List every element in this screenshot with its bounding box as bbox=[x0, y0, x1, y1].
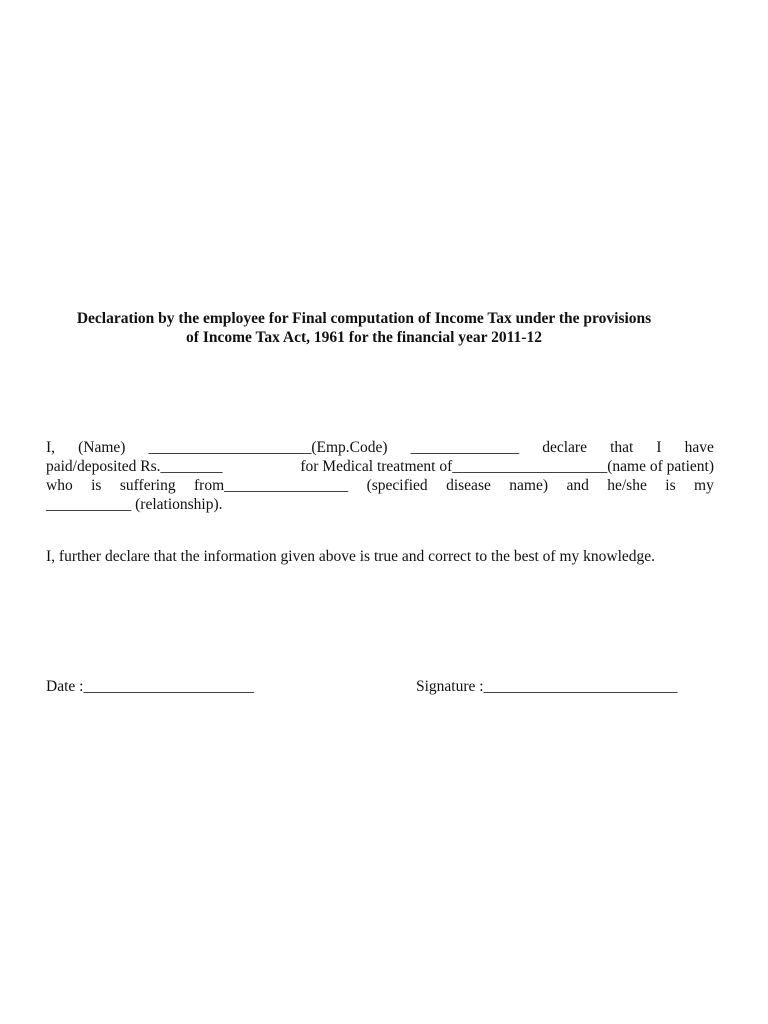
word: who bbox=[46, 477, 73, 494]
word: (Name) bbox=[78, 439, 126, 456]
declaration-line-3 bbox=[46, 476, 714, 495]
patient-blank: for Medical treatment of____________________(name of patient) bbox=[300, 458, 714, 475]
word: is bbox=[665, 477, 676, 494]
declaration-paragraph bbox=[46, 438, 714, 514]
word: he/she bbox=[607, 477, 647, 494]
further-declaration: I, further declare that the information given above is true and correct to the best of my knowledge. bbox=[46, 548, 656, 565]
document-title bbox=[30, 309, 698, 347]
disease-blank: from________________ bbox=[194, 477, 349, 494]
word: name) bbox=[509, 477, 549, 494]
declaration-line-1 bbox=[46, 438, 714, 457]
word: declare bbox=[542, 439, 587, 456]
title-line-1: Declaration by the employee for Final computation of Income Tax under the provisions bbox=[76, 310, 652, 327]
word: disease bbox=[446, 477, 491, 494]
relationship-blank: ___________ (relationship). bbox=[46, 496, 223, 513]
word: is bbox=[91, 477, 102, 494]
word: that bbox=[610, 439, 634, 456]
word: my bbox=[694, 477, 714, 494]
blank: ______________ bbox=[410, 439, 520, 456]
word: I bbox=[656, 439, 662, 456]
word: suffering bbox=[119, 477, 176, 494]
declaration-line-2 bbox=[46, 457, 714, 476]
title-line-2: of Income Tax Act, 1961 for the financial year 2011-12 bbox=[186, 329, 542, 346]
declaration-line-4 bbox=[46, 495, 714, 514]
emp-code-blank: _____________________(Emp.Code) bbox=[148, 439, 388, 456]
word: (specified bbox=[366, 477, 428, 494]
amount-blank: paid/deposited Rs.________ bbox=[46, 458, 223, 475]
signature-field: Signature :_________________________ bbox=[416, 678, 678, 695]
word: I, bbox=[46, 439, 56, 456]
word: and bbox=[566, 477, 589, 494]
word: have bbox=[684, 439, 714, 456]
date-field: Date :______________________ bbox=[46, 678, 254, 695]
